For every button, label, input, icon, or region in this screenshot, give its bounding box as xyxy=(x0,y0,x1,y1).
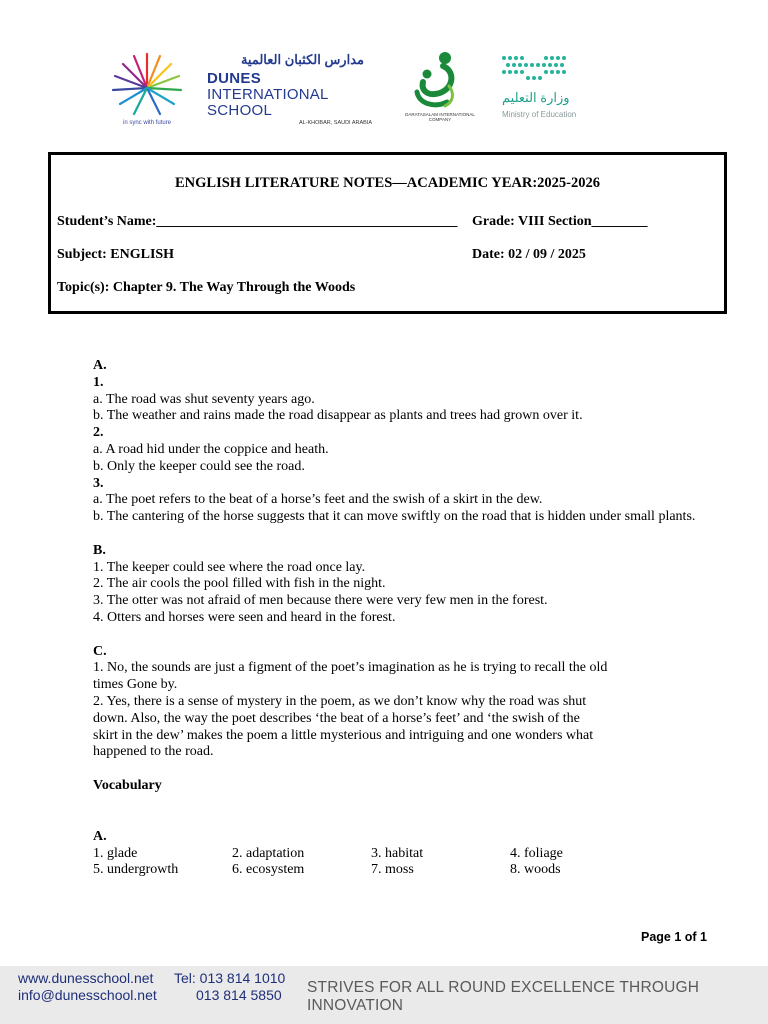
date-field: Date: 02 / 09 / 2025 xyxy=(472,247,586,262)
answer-line: a. The poet refers to the beat of a horse’s feet and the swish of a skirt in the dew. xyxy=(93,492,543,508)
vocab-item: 2. adaptation xyxy=(232,846,305,861)
ministry-dots-icon xyxy=(500,54,570,86)
school-logo xyxy=(207,52,372,132)
answer-line: 1. No, the sounds are just a figment of the poet’s imagination as he is trying to recall the old xyxy=(93,660,608,676)
school-name-line2: INTERNATIONAL xyxy=(207,86,329,103)
vocab-item: 4. foliage xyxy=(510,846,563,861)
section-c-heading: C. xyxy=(93,643,107,659)
vocab-item: 1. glade xyxy=(93,846,138,861)
company-caption: DARATASALAM INTERNATIONAL COMPANY xyxy=(405,112,475,122)
student-name-field: Student’s Name:___________________________________________ xyxy=(57,214,458,229)
burst-logo-icon xyxy=(108,48,186,120)
answer-line: 2. Yes, there is a sense of mystery in the poem, as we don’t know why the road was shut xyxy=(93,693,587,709)
notes-content xyxy=(93,358,733,795)
notes-title: ENGLISH LITERATURE NOTES—ACADEMIC YEAR:2025-2026 xyxy=(175,175,600,191)
question-number: 1. xyxy=(93,374,104,390)
answer-line: b. The weather and rains made the road disappear as plants and trees had grown over it. xyxy=(93,408,583,424)
answer-line: skirt in the dew’ makes the poem a little mysterious and intriguing and one wonders what xyxy=(93,727,594,743)
ministry-logo xyxy=(500,54,605,124)
ministry-arabic-name: وزارة التعليم xyxy=(502,90,570,105)
answer-line: 3. The otter was not afraid of men because there were very few men in the forest. xyxy=(93,593,548,609)
footer-slogan: STRIVES FOR ALL ROUND EXCELLENCE THROUGH INNOVATION xyxy=(307,979,700,1014)
footer-contact xyxy=(18,970,157,1004)
vocabulary-sub-heading: A. xyxy=(93,829,107,844)
school-location: AL-KHOBAR, SAUDI ARABIA xyxy=(298,120,372,126)
section-b-heading: B. xyxy=(93,542,106,558)
company-logo-icon xyxy=(405,48,475,112)
vocab-item: 3. habitat xyxy=(371,846,424,861)
company-logo xyxy=(405,48,475,123)
school-name-line1: DUNES xyxy=(207,70,262,87)
subject-field: Subject: ENGLISH xyxy=(57,247,175,262)
question-number: 2. xyxy=(93,425,104,441)
grade-section-field: Grade: VIII Section________ xyxy=(472,214,648,229)
answer-line: a. The road was shut seventy years ago. xyxy=(93,391,315,407)
page-footer xyxy=(0,966,768,1024)
phone-number: 013 814 5850 xyxy=(196,987,282,1003)
notes-header-box xyxy=(48,152,727,314)
page-number: Page 1 of 1 xyxy=(641,930,707,944)
answer-line: 2. The air cools the pool filled with fish in the night. xyxy=(93,576,386,592)
answer-line: times Gone by. xyxy=(93,677,178,693)
vocab-item: 6. ecosystem xyxy=(232,862,305,877)
school-arabic-name: مدارس الكثبان العالمية xyxy=(240,52,364,67)
vocab-item: 5. undergrowth xyxy=(93,862,179,877)
vocabulary-heading: Vocabulary xyxy=(93,777,162,793)
answer-line: down. Also, the way the poet describes ‘the beat of a horse’s feet’ and ‘the swish of the xyxy=(93,710,580,726)
burst-logo xyxy=(108,48,186,128)
section-a-heading: A. xyxy=(93,358,107,373)
answer-line: 1. The keeper could see where the road once lay. xyxy=(93,559,366,575)
ministry-english-name: Ministry of Education xyxy=(502,110,577,119)
school-name-line3: SCHOOL xyxy=(207,102,273,119)
answer-line: b. The cantering of the horse suggests that it can move swiftly on the road that is hidden under small plants. xyxy=(93,509,696,525)
vocab-item: 8. woods xyxy=(510,862,561,877)
email-link[interactable]: info@dunesschool.net xyxy=(18,987,157,1003)
question-number: 3. xyxy=(93,475,104,491)
website-link[interactable]: www.dunesschool.net xyxy=(18,970,154,986)
answer-line: happened to the road. xyxy=(93,744,214,760)
answer-line: 4. Otters and horses were seen and heard in the forest. xyxy=(93,609,396,625)
footer-phones xyxy=(174,970,285,1004)
vocab-item: 7. moss xyxy=(371,862,414,877)
answer-line: a. A road hid under the coppice and heath. xyxy=(93,441,329,457)
topic-field: Topic(s): Chapter 9. The Way Through the Woods xyxy=(57,280,356,295)
burst-tagline: in sync with future xyxy=(122,120,172,126)
logo-bar xyxy=(0,40,768,130)
phone-number: Tel: 013 814 1010 xyxy=(174,970,286,986)
answer-line: b. Only the keeper could see the road. xyxy=(93,458,305,474)
